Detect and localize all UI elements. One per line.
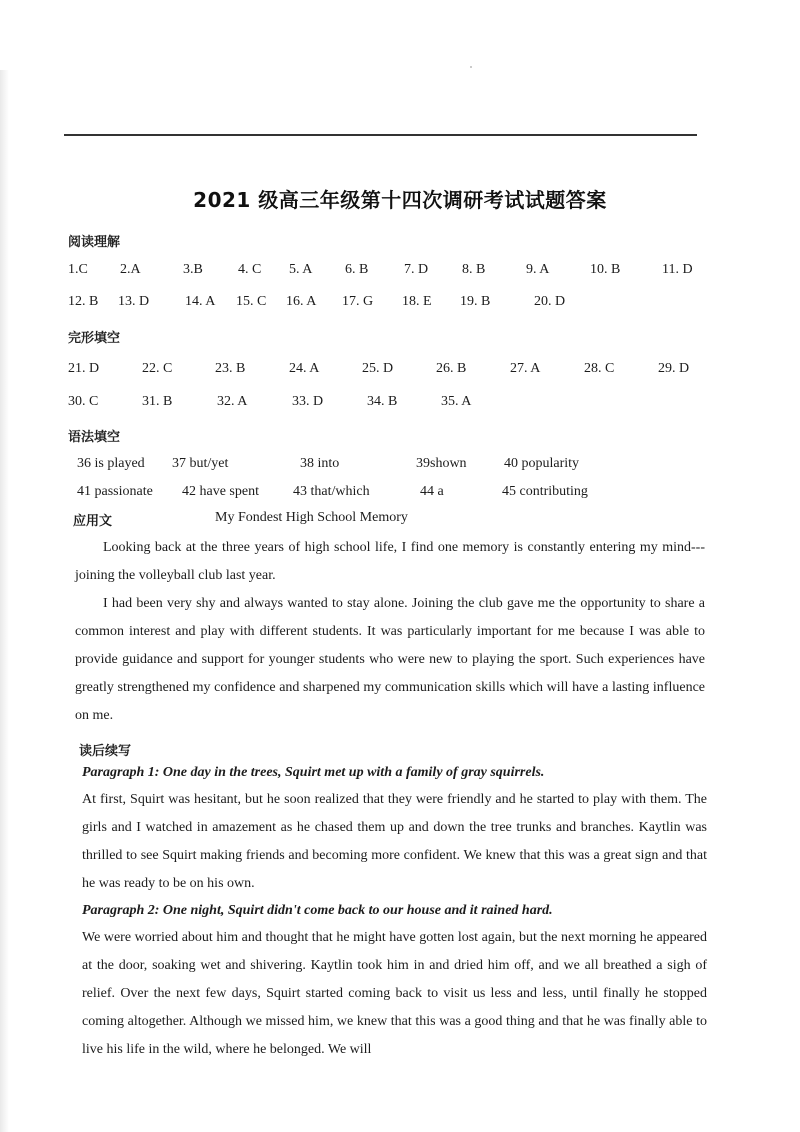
answer-item: 30. C — [68, 394, 99, 409]
answer-item: 27. A — [510, 361, 541, 376]
answer-item: 32. A — [217, 394, 248, 409]
answer-item: 19. B — [460, 294, 491, 309]
answer-item: 35. A — [441, 394, 472, 409]
answer-item: 10. B — [590, 262, 621, 277]
continuation-heading-1: Paragraph 1: One day in the trees, Squirt met up with a family of gray squirrels. — [82, 765, 545, 780]
grammar-answer: 42 have spent — [182, 484, 259, 499]
answer-item: 9. A — [526, 262, 550, 277]
answer-item: 6. B — [345, 262, 369, 277]
answer-item: 31. B — [142, 394, 173, 409]
answer-item: 23. B — [215, 361, 246, 376]
essay-title: My Fondest High School Memory — [215, 510, 408, 525]
essay-paragraph-1: Looking back at the three years of high school life, I find one memory is constantly entering my mind---joining the volleyball club last year. — [75, 540, 705, 583]
answer-item: 7. D — [404, 262, 429, 277]
answer-item: 4. C — [238, 262, 262, 277]
answer-item: 29. D — [658, 361, 690, 376]
answer-item: 11. D — [662, 262, 693, 277]
answer-item: 13. D — [118, 294, 150, 309]
answer-item: 3.B — [183, 262, 203, 277]
grammar-answer: 39shown — [416, 456, 467, 471]
grammar-answer: 45 contributing — [502, 484, 588, 499]
answer-item: 2.A — [120, 262, 141, 277]
top-rule — [64, 134, 697, 136]
section-reading: 阅读理解 — [68, 235, 121, 250]
continuation-heading-2: Paragraph 2: One night, Squirt didn't come back to our house and it rained hard. — [82, 903, 553, 918]
section-grammar: 语法填空 — [68, 430, 121, 445]
section-continuation: 读后续写 — [79, 744, 132, 759]
answer-item: 33. D — [292, 394, 324, 409]
answer-item: 28. C — [584, 361, 615, 376]
answer-item: 17. G — [342, 294, 374, 309]
answer-item: 22. C — [142, 361, 173, 376]
grammar-answer: 40 popularity — [504, 456, 580, 471]
page-title: 2021 级高三年级第十四次调研考试试题答案 — [193, 188, 607, 212]
grammar-answer: 37 but/yet — [172, 456, 229, 471]
answer-item: 16. A — [286, 294, 317, 309]
answer-item: 8. B — [462, 262, 486, 277]
scan-speck — [470, 66, 472, 68]
grammar-answer: 41 passionate — [77, 484, 153, 499]
answer-item: 12. B — [68, 294, 99, 309]
section-writing: 应用文 — [73, 514, 113, 529]
essay-paragraph-2: I had been very shy and always wanted to stay alone. Joining the club gave me the opportunity to share a common interest and play with different students. It was particularly important for me because I was able to provide guidance and support for younger students who were new to playing the sport. Such experiences have greatly strengthened my confidence and sharpened my communication skills which will have a lasting influence on me. — [75, 596, 705, 723]
answer-item: 14. A — [185, 294, 216, 309]
answer-item: 25. D — [362, 361, 394, 376]
answer-item: 1.C — [68, 262, 88, 277]
answer-item: 15. C — [236, 294, 267, 309]
grammar-answer: 38 into — [300, 456, 340, 471]
answer-item: 34. B — [367, 394, 398, 409]
answer-item: 24. A — [289, 361, 320, 376]
continuation-body-1: At first, Squirt was hesitant, but he soon realized that they were friendly and he started to play with them. The girls and I watched in amazement as he chased them up and down the tree trunks and branches. Kaytlin was thrilled to see Squirt making friends and becoming more confident. We knew that this was a great sign and that he was ready to be on his own. — [82, 792, 707, 891]
section-cloze: 完形填空 — [68, 331, 121, 346]
scan-edge-shadow — [0, 70, 9, 1132]
answer-item: 18. E — [402, 294, 432, 309]
answer-item: 21. D — [68, 361, 100, 376]
answer-item: 20. D — [534, 294, 566, 309]
grammar-answer: 43 that/which — [293, 484, 370, 499]
grammar-answer: 36 is played — [77, 456, 145, 471]
answer-item: 26. B — [436, 361, 467, 376]
continuation-body-2: We were worried about him and thought that he might have gotten lost again, but the next morning he appeared at the door, soaking wet and shivering. Kaytlin took him in and dried him off, and we all breathed a sigh of relief. Over the next few days, Squirt started coming back to visit us less and less, until finally he stopped coming altogether. Although we missed him, we knew that this was a good thing and that he was finally able to live his life in the wild, where he belonged. We will — [82, 930, 707, 1057]
grammar-answer: 44 a — [420, 484, 444, 499]
answer-item: 5. A — [289, 262, 313, 277]
